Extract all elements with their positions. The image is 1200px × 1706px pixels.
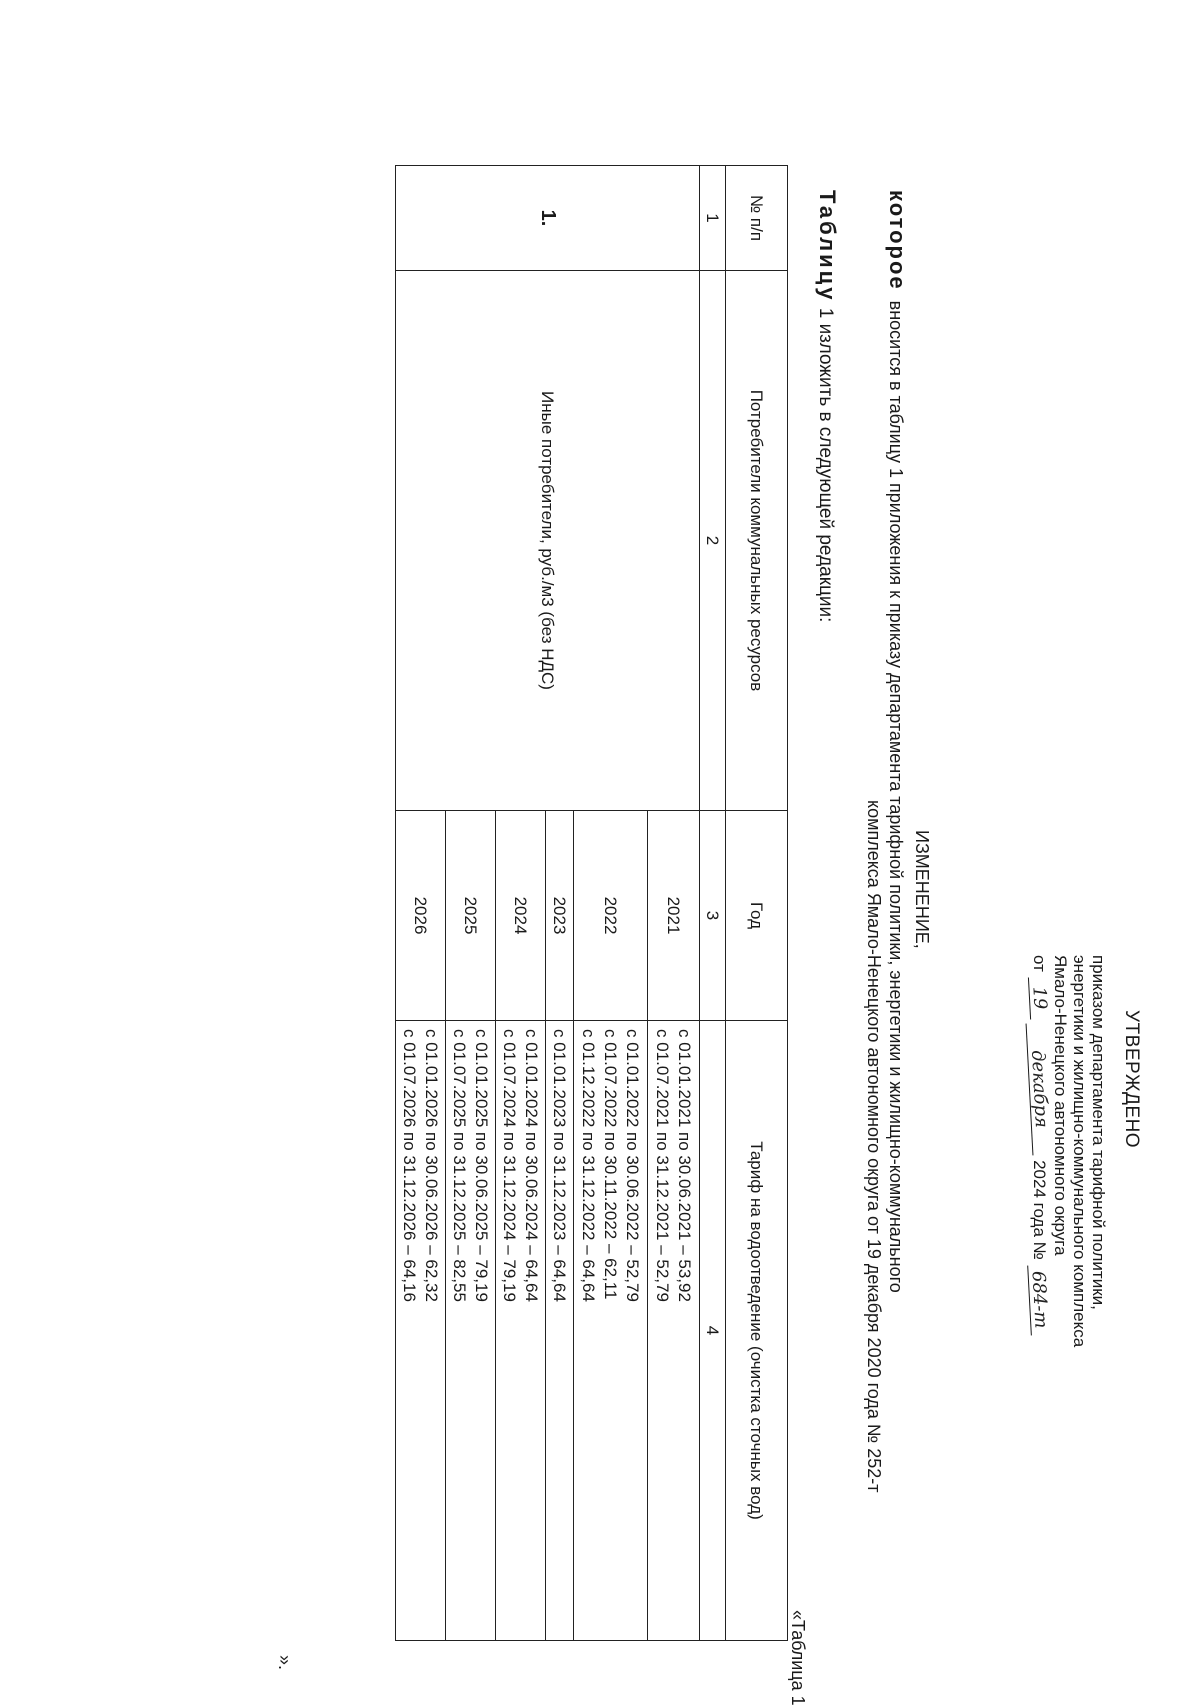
rate-line: с 01.01.2023 по 31.12.2023 – 64,64 bbox=[550, 1029, 570, 1302]
year-cell: 2024 bbox=[496, 811, 546, 1021]
change-title: ИЗМЕНЕНИЕ, bbox=[912, 830, 932, 949]
index-cell: 1 bbox=[700, 166, 726, 271]
table-header-row bbox=[726, 166, 788, 1641]
rate-line: с 01.07.2022 по 30.11.2022 – 62,11 bbox=[601, 1029, 621, 1300]
header-num: № п/п bbox=[726, 166, 788, 271]
instruction bbox=[814, 190, 840, 622]
rate-cell bbox=[574, 1021, 648, 1641]
table-caption: «Таблица 1 bbox=[788, 1610, 808, 1706]
header-tariff: Тариф на водоотведение (очистка сточных вод) bbox=[726, 1021, 788, 1641]
rate-line: с 01.07.2024 по 31.12.2024 – 79,19 bbox=[500, 1029, 520, 1302]
rate-line: с 01.12.2022 по 31.12.2022 – 64,64 bbox=[579, 1029, 599, 1302]
approval-date-line bbox=[1026, 955, 1053, 1515]
table-index-row bbox=[700, 166, 726, 1641]
tariff-table bbox=[395, 165, 788, 1641]
rate-cell bbox=[546, 1021, 574, 1641]
rate-line: с 01.01.2026 по 30.06.2026 – 62,32 bbox=[422, 1029, 442, 1302]
year-cell: 2025 bbox=[446, 811, 496, 1021]
index-cell: 4 bbox=[700, 1021, 726, 1641]
header-consumers: Потребители коммунальных ресурсов bbox=[726, 271, 788, 811]
year-cell: 2022 bbox=[574, 811, 648, 1021]
handwritten-month: декабря bbox=[1026, 1023, 1053, 1156]
instruction-text: 1 изложить в следующей редакции: bbox=[815, 307, 836, 623]
rate-cell bbox=[446, 1021, 496, 1641]
year-cell: 2021 bbox=[648, 811, 700, 1021]
change-description bbox=[863, 190, 908, 1660]
approval-line: Ямало-Ненецкого автономного округа bbox=[1051, 955, 1070, 1256]
year-cell: 2026 bbox=[396, 811, 446, 1021]
rate-line: с 01.01.2021 по 30.06.2021 – 53,92 bbox=[675, 1029, 695, 1302]
rate-line: с 01.07.2026 по 31.12.2026 – 64,16 bbox=[400, 1029, 420, 1302]
rate-line: с 01.01.2024 по 30.06.2024 – 64,64 bbox=[522, 1029, 542, 1302]
header-year: Год bbox=[726, 811, 788, 1021]
table-row bbox=[648, 166, 700, 1641]
rate-cell bbox=[648, 1021, 700, 1641]
rate-cell bbox=[396, 1021, 446, 1641]
approval-line: энергетики и жилищно-коммунального комплекса bbox=[1070, 955, 1089, 1348]
rate-line: с 01.07.2021 по 31.12.2021 – 52,79 bbox=[653, 1029, 673, 1302]
handwritten-day: 19 bbox=[1028, 976, 1050, 1019]
approval-line: приказом департамента тарифной политики, bbox=[1089, 955, 1108, 1310]
year-cell: 2023 bbox=[546, 811, 574, 1021]
index-cell: 2 bbox=[700, 271, 726, 811]
rate-line: с 01.01.2022 по 30.06.2022 – 52,79 bbox=[623, 1029, 643, 1302]
index-cell: 3 bbox=[700, 811, 726, 1021]
rate-line: с 01.01.2025 по 30.06.2025 – 79,19 bbox=[472, 1029, 492, 1302]
consumer-cell: Иные потребители, руб./м3 (без НДС) bbox=[396, 271, 700, 811]
approval-block bbox=[1026, 955, 1108, 1515]
rate-cell bbox=[496, 1021, 546, 1641]
handwritten-order-number: 684-т bbox=[1027, 1264, 1051, 1334]
approved-heading: УТВЕРЖДЕНО bbox=[1121, 1010, 1142, 1149]
change-lead-word: которое bbox=[885, 190, 910, 291]
date-prefix: от bbox=[1030, 955, 1049, 972]
change-text-line1: вносится в таблицу 1 приложения к приказу департамента тарифной политики, энергетики и жилищно-коммунального bbox=[886, 300, 906, 1293]
closing-quote: ». bbox=[275, 1655, 295, 1671]
rate-line: с 01.07.2025 по 31.12.2025 – 82,55 bbox=[450, 1029, 470, 1302]
row-number: 1. bbox=[396, 166, 700, 271]
date-year-text: 2024 года № bbox=[1030, 1160, 1049, 1260]
instruction-lead-word: Таблицу bbox=[815, 190, 840, 303]
change-text-line2: комплекса Ямало-Ненецкого автономного округа от 19 декабря 2020 года № 252-т bbox=[864, 800, 884, 1493]
